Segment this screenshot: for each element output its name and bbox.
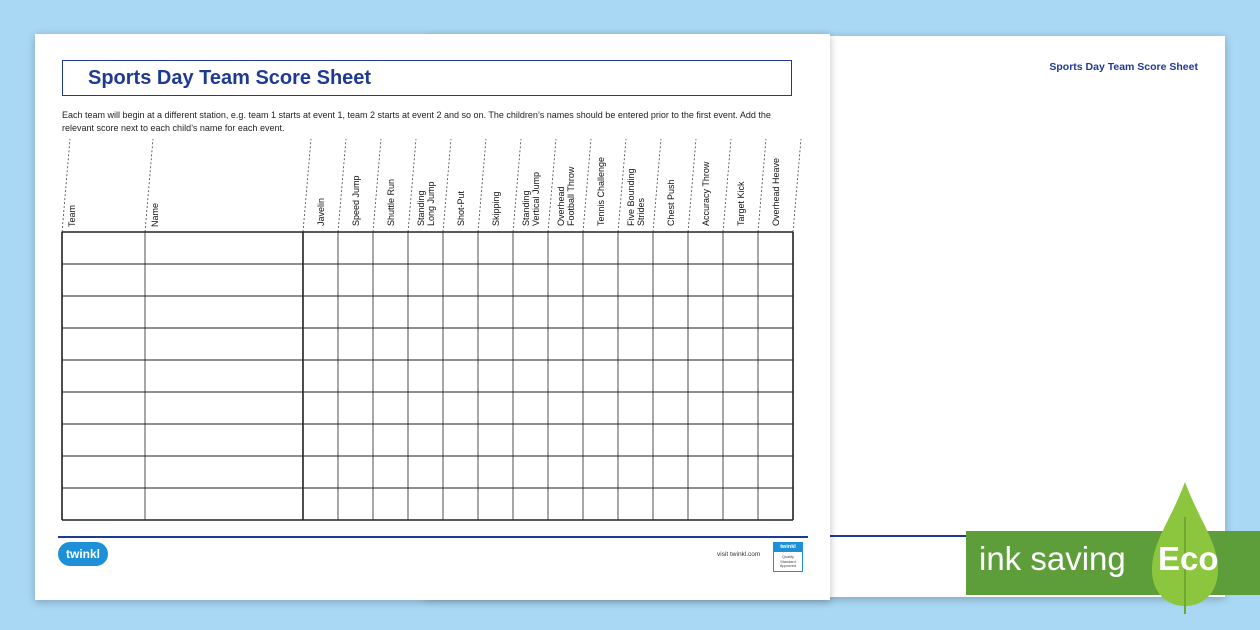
twinkl-logo[interactable]: twinkl (58, 542, 108, 566)
page-title: Sports Day Team Score Sheet (88, 67, 372, 89)
header-divider (583, 139, 591, 232)
back-sheet-title: Sports Day Team Score Sheet (1049, 61, 1198, 73)
visit-link[interactable]: visit twinkl.com (717, 551, 761, 558)
header-divider (478, 139, 486, 232)
front-score-sheet (35, 34, 830, 600)
header-team: Team (67, 204, 77, 227)
event-header-line2: Long Jump (426, 181, 436, 226)
event-header: Skipping (491, 191, 501, 226)
event-header-line2: Football Throw (566, 166, 576, 226)
badge-text: Quality Standard Approved (779, 555, 797, 568)
event-header: Tennis Challenge (596, 156, 606, 226)
header-divider (548, 139, 556, 232)
header-divider (793, 139, 801, 232)
header-divider (758, 139, 766, 232)
header-divider (443, 139, 451, 232)
event-header: Target Kick (736, 181, 746, 226)
header-divider (618, 139, 626, 232)
header-divider (338, 139, 346, 232)
header-divider (723, 139, 731, 232)
event-header: Chest Push (666, 179, 676, 226)
footer-line (58, 536, 808, 538)
intro-text: Each team will begin at a different station, e.g. team 1 starts at event 1, team 2 starts at event 2 and so on. The children’s names should be entered prior to the first event. Add the relevant score next to each child’s name for each event. (62, 110, 771, 133)
badge-logo: twinkl (774, 543, 802, 552)
event-header: Overhead Heave (771, 157, 781, 226)
header-divider (653, 139, 661, 232)
event-header: Speed Jump (351, 175, 361, 226)
event-header-line2: Strides (636, 197, 646, 226)
eco-label: ink saving (979, 540, 1126, 577)
header-divider (303, 139, 311, 232)
header-divider (408, 139, 416, 232)
event-header: Overhead (556, 186, 566, 226)
header-divider (513, 139, 521, 232)
event-header: Shuttle Run (386, 178, 396, 226)
header-divider (373, 139, 381, 232)
event-header: Shot-Put (456, 190, 466, 226)
front-score-grid (35, 34, 830, 600)
header-name: Name (150, 202, 160, 227)
event-header: Standing (416, 190, 426, 226)
event-header: Javelin (316, 197, 326, 226)
event-header-line2: Vertical Jump (531, 171, 541, 226)
event-header: Five Bounding (626, 168, 636, 226)
eco-word: Eco (1158, 540, 1219, 577)
header-divider (688, 139, 696, 232)
event-header: Accuracy Throw (701, 161, 711, 226)
event-header: Standing (521, 190, 531, 226)
quality-badge (773, 542, 803, 572)
